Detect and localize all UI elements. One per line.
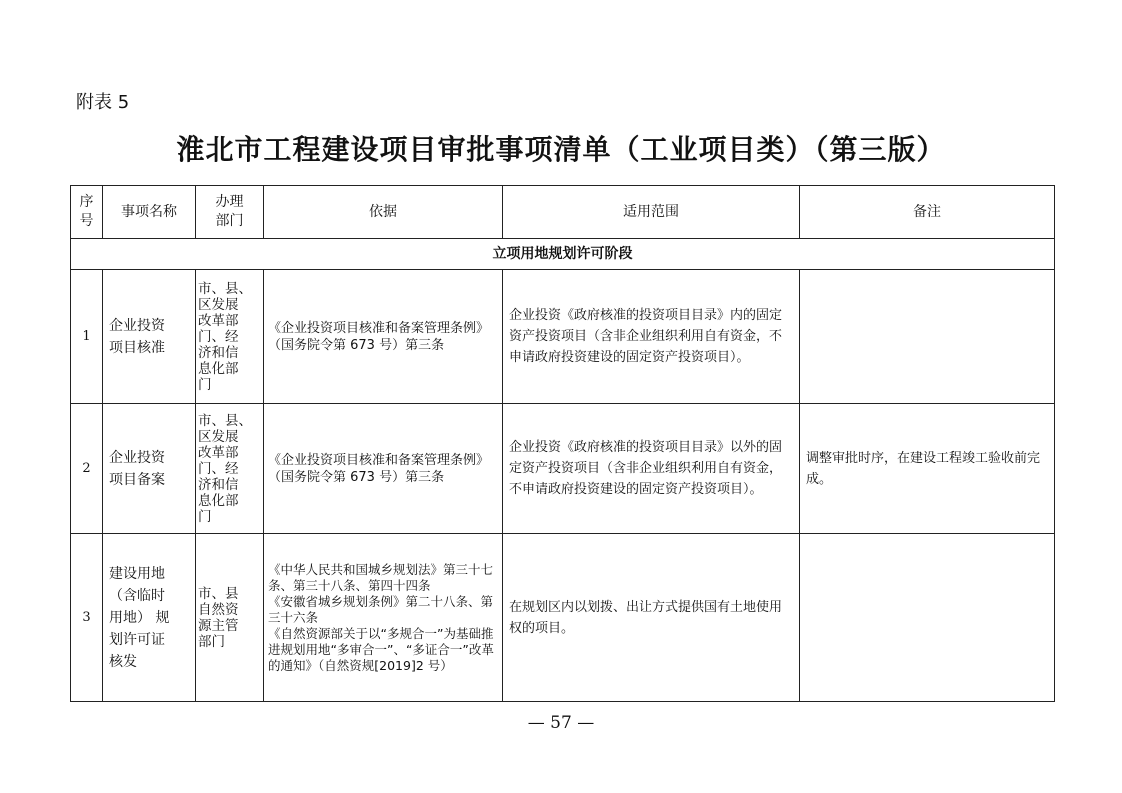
header-basis: 依据 — [264, 186, 503, 239]
header-item-name: 事项名称 — [103, 186, 196, 239]
row-note: 调整审批时序，在建设工程竣工验收前完成。 — [800, 404, 1055, 534]
row-basis: 《企业投资项目核准和备案管理条例》（国务院令第 673 号）第三条 — [264, 270, 503, 404]
row-seq: 2 — [71, 404, 103, 534]
annex-label: 附表 5 — [76, 92, 130, 113]
stage-row — [71, 239, 1055, 270]
page-number: — 57 — — [527, 713, 595, 733]
row-item-name: 企业投资 项目核准 — [103, 270, 196, 404]
row-basis: 《中华人民共和国城乡规划法》第三十七条、第三十八条、第四十四条 《安徽省城乡规划条例》第二十八条、第三十六条 《自然资源部关于以“多规合一”为基础推进规划用地“多审合一”、“多证合一”改革的通知》（自然资规[2019]2 号） — [264, 534, 503, 702]
row-basis: 《企业投资项目核准和备案管理条例》（国务院令第 673 号）第三条 — [264, 404, 503, 534]
row-seq: 1 — [71, 270, 103, 404]
row-department: 市、县、 区发展 改革部 门、经 济和信 息化部 门 — [196, 270, 264, 404]
page-title: 淮北市工程建设项目审批事项清单（工业项目类）（第三版） — [176, 133, 946, 166]
row-department: 市、县 自然资 源主管 部门 — [196, 534, 264, 702]
table-row — [71, 404, 1055, 534]
row-seq: 3 — [71, 534, 103, 702]
header-seq: 序 号 — [71, 186, 103, 239]
table-row — [71, 270, 1055, 404]
table-row — [71, 534, 1055, 702]
row-scope: 在规划区内以划拨、出让方式提供国有土地使用权的项目。 — [503, 534, 800, 702]
row-item-name: 企业投资 项目备案 — [103, 404, 196, 534]
header-note: 备注 — [800, 186, 1055, 239]
header-scope: 适用范围 — [503, 186, 800, 239]
row-note — [800, 534, 1055, 702]
stage-title: 立项用地规划许可阶段 — [71, 239, 1055, 270]
row-scope: 企业投资《政府核准的投资项目目录》内的固定资产投资项目（含非企业组织利用自有资金，不申请政府投资建设的固定资产投资项目）。 — [503, 270, 800, 404]
approval-items-table — [70, 185, 1055, 702]
table-header-row — [71, 186, 1055, 239]
header-department: 办理 部门 — [196, 186, 264, 239]
row-department: 市、县、 区发展 改革部 门、经 济和信 息化部 门 — [196, 404, 264, 534]
row-note — [800, 270, 1055, 404]
row-item-name: 建设用地 （含临时 用地） 规 划许可证 核发 — [103, 534, 196, 702]
row-scope: 企业投资《政府核准的投资项目目录》以外的固定资产投资项目（含非企业组织利用自有资金，不申请政府投资建设的固定资产投资项目）。 — [503, 404, 800, 534]
